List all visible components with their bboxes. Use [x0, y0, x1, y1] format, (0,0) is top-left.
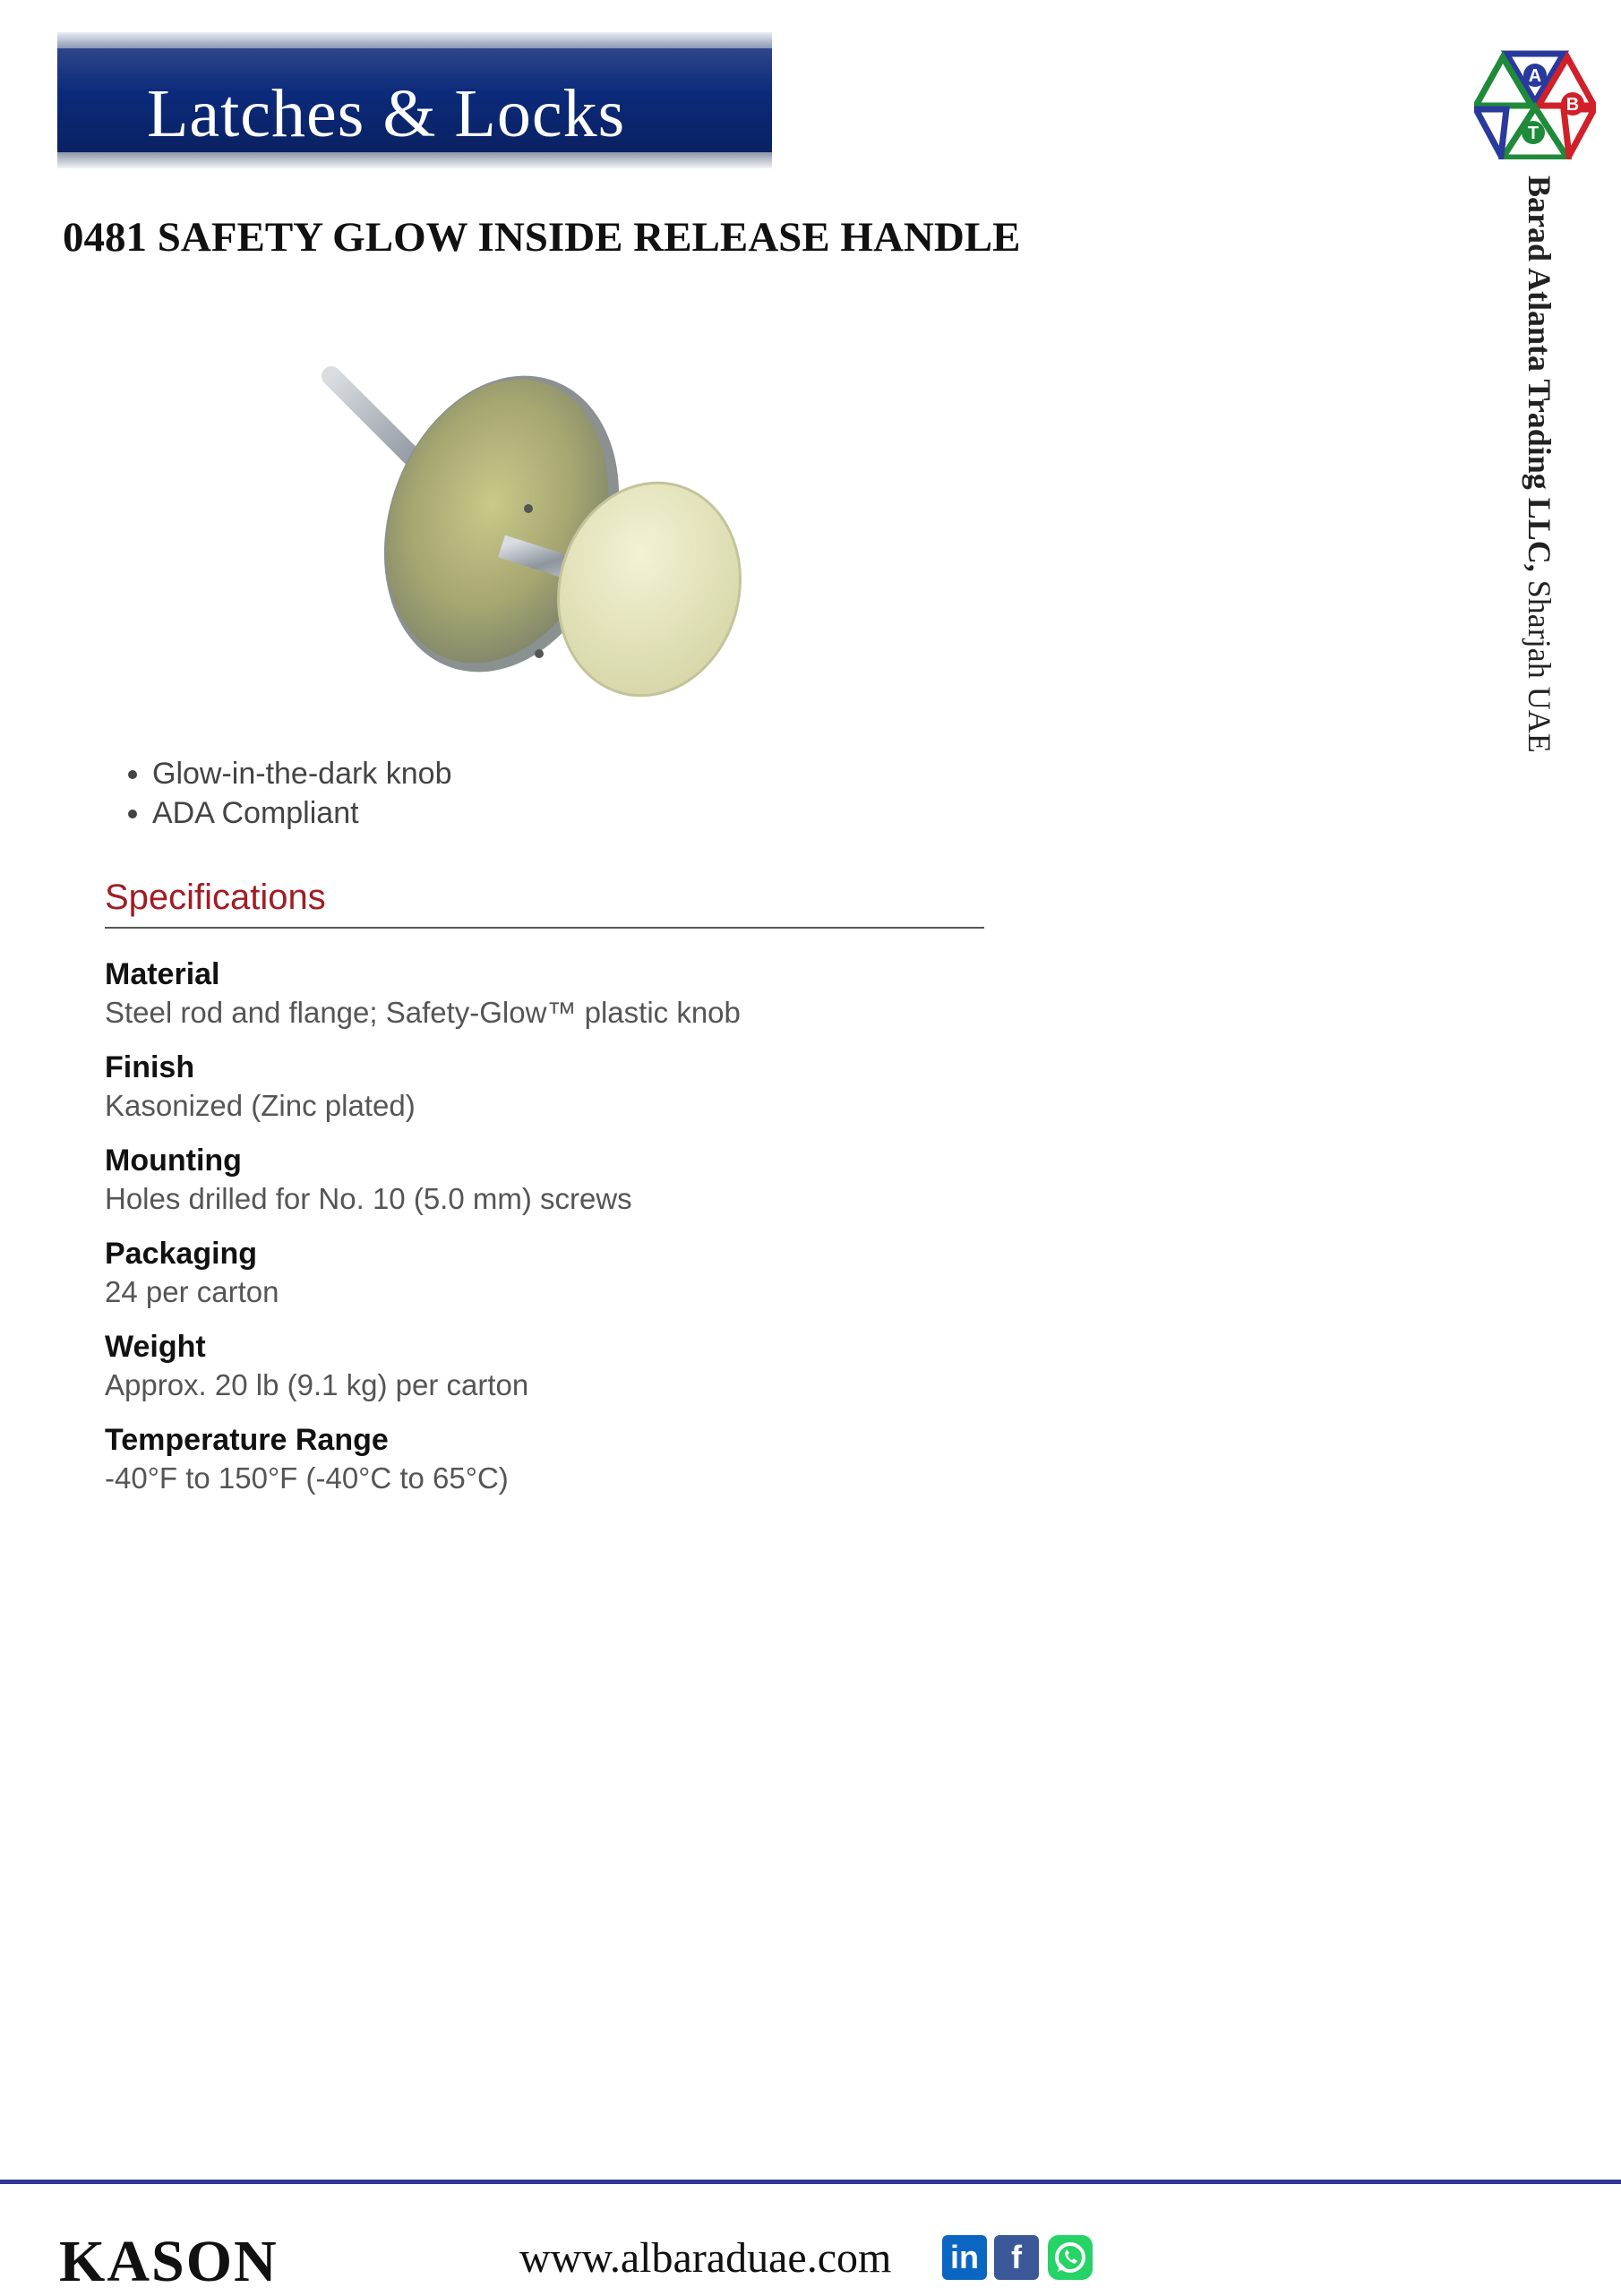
spec-label: Mounting — [105, 1144, 242, 1178]
whatsapp-icon[interactable] — [1048, 2235, 1093, 2280]
svg-text:A: A — [1528, 66, 1542, 86]
feature-item: • Glow-in-the-dark knob — [152, 754, 451, 793]
svg-text:T: T — [1527, 124, 1540, 143]
spec-label: Temperature Range — [105, 1423, 389, 1457]
svg-text:B: B — [1565, 95, 1580, 115]
linkedin-icon[interactable]: in — [942, 2235, 987, 2280]
company-location: Sharjah UAE — [1522, 571, 1557, 753]
spec-value: 24 per carton — [105, 1275, 279, 1308]
specifications-heading: Specifications — [105, 878, 984, 929]
company-name-bold: Barad Atlanta Trading LLC, — [1522, 176, 1557, 572]
kason-logo: KASON — [59, 2229, 279, 2294]
spec-value: Approx. 20 lb (9.1 kg) per carton — [105, 1368, 529, 1401]
footer-divider — [0, 2180, 1621, 2184]
spec-label: Material — [105, 957, 220, 991]
spec-material — [105, 955, 911, 1032]
spec-mounting — [105, 1141, 911, 1218]
product-title: 0481 SAFETY GLOW INSIDE RELEASE HANDLE — [63, 214, 1021, 261]
spec-packaging — [105, 1234, 911, 1311]
spec-weight — [105, 1327, 911, 1404]
spec-value: Holes drilled for No. 10 (5.0 mm) screws — [105, 1182, 632, 1215]
company-name-vertical — [1521, 176, 1558, 753]
spec-finish — [105, 1048, 911, 1125]
website-link[interactable]: www.albaraduae.com — [519, 2234, 892, 2282]
spec-label: Finish — [105, 1050, 195, 1084]
specifications-list — [105, 955, 911, 1513]
spec-value: -40°F to 150°F (-40°C to 65°C) — [105, 1461, 509, 1495]
company-logo — [1474, 50, 1596, 159]
feature-list — [113, 754, 451, 833]
category-banner — [57, 32, 772, 168]
category-title: Latches & Locks — [147, 76, 626, 151]
spec-label: Weight — [105, 1330, 206, 1364]
release-handle-image — [304, 349, 770, 734]
facebook-icon[interactable]: f — [994, 2235, 1039, 2280]
spec-label: Packaging — [105, 1237, 258, 1271]
feature-item: • ADA Compliant — [152, 793, 451, 833]
spec-temperature-range — [105, 1420, 911, 1497]
spec-value: Kasonized (Zinc plated) — [105, 1089, 416, 1122]
spec-value: Steel rod and flange; Safety-Glow™ plastic knob — [105, 996, 741, 1029]
